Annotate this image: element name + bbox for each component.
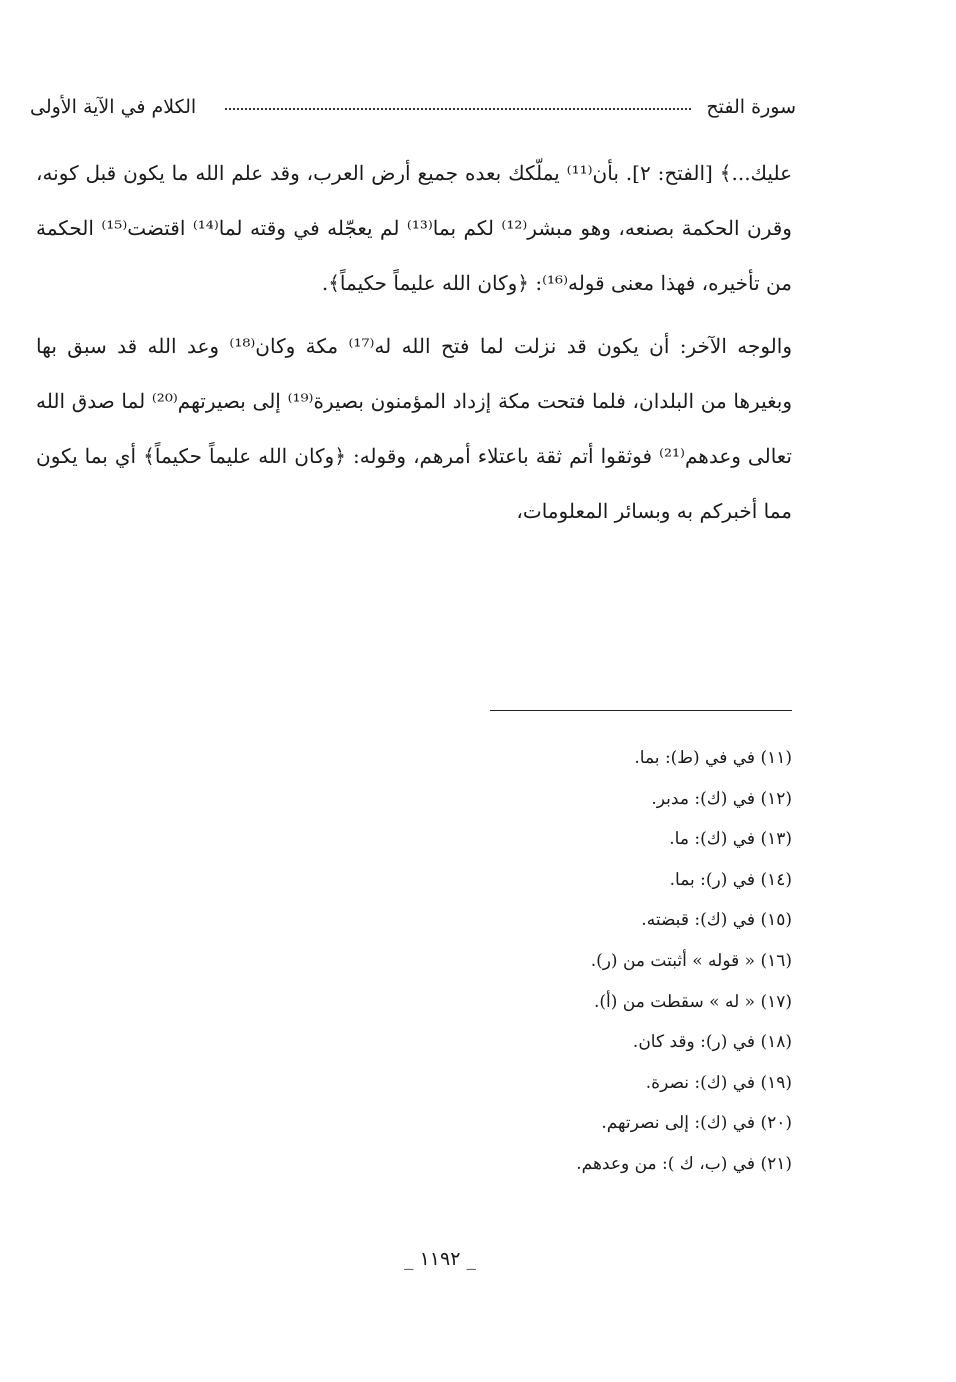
page-number: _ ١١٩٢ _ xyxy=(404,1248,476,1270)
header-dot-leader xyxy=(225,108,691,110)
footnote: (١٢) في (ك): مدبر. xyxy=(651,788,792,809)
footnote: (١٧) « له » سقطت من (أ). xyxy=(594,991,792,1012)
main-text xyxy=(36,146,792,539)
footnote: (١٦) « قوله » أثبتت من (ر). xyxy=(590,950,792,971)
footnote: (١٨) في (ر): وقد كان. xyxy=(632,1032,792,1053)
paragraph: والوجه الآخر: أن يكون قد نزلت لما فتح الله له⁽¹⁷⁾ مكة وكان⁽¹⁸⁾ وعد الله قد سبق بها وبغيرها من البلدان، فلما فتحت مكة إزداد المؤمنون بصيرة⁽¹⁹⁾ إلى بصيرتهم⁽²⁰⁾ لما صدق الله تعالى وعدهم⁽²¹⁾ فوثقوا أتم ثقة باعتلاء أمرهم، وقوله: ﴿وكان الله عليماً حكيماً﴾ أي بما يكون مما أخبركم به وبسائر المعلومات، xyxy=(36,334,792,523)
paragraph: عليك...﴾ [الفتح: ٢]. بأن⁽¹¹⁾ يملّكك بعده جميع أرض العرب، وقد علم الله ما يكون قبل كونه، وقرن الحكمة بصنعه، وهو مبشر⁽¹²⁾ لكم بما⁽¹³⁾ لم يعجّله في وقته لما⁽¹⁴⁾ اقتضت⁽¹⁵⁾ الحكمة من تأخيره، فهذا معنى قوله⁽¹⁶⁾: ﴿وكان الله عليماً حكيماً﴾. xyxy=(36,161,792,295)
footnotes-list xyxy=(576,738,792,1185)
footnote: (١٤) في (ر): بما. xyxy=(669,869,792,890)
footnote: (٢١) في (ب، ك ): من وعدهم. xyxy=(576,1153,792,1174)
footnote: (١٣) في (ك): ما. xyxy=(669,829,792,850)
header-topic: الكلام في الآية الأولى xyxy=(30,96,197,118)
footnote: (١١) في في (ط): بما. xyxy=(634,748,792,768)
footnote: (٢٠) في (ك): إلى نصرتهم. xyxy=(601,1113,792,1134)
footnote-separator xyxy=(490,710,792,711)
header-surah: سورة الفتح xyxy=(706,96,796,118)
running-header xyxy=(30,90,796,126)
footnote: (١٩) في (ك): نصرة. xyxy=(645,1072,792,1093)
footnote: (١٥) في (ك): قبضته. xyxy=(641,910,792,931)
